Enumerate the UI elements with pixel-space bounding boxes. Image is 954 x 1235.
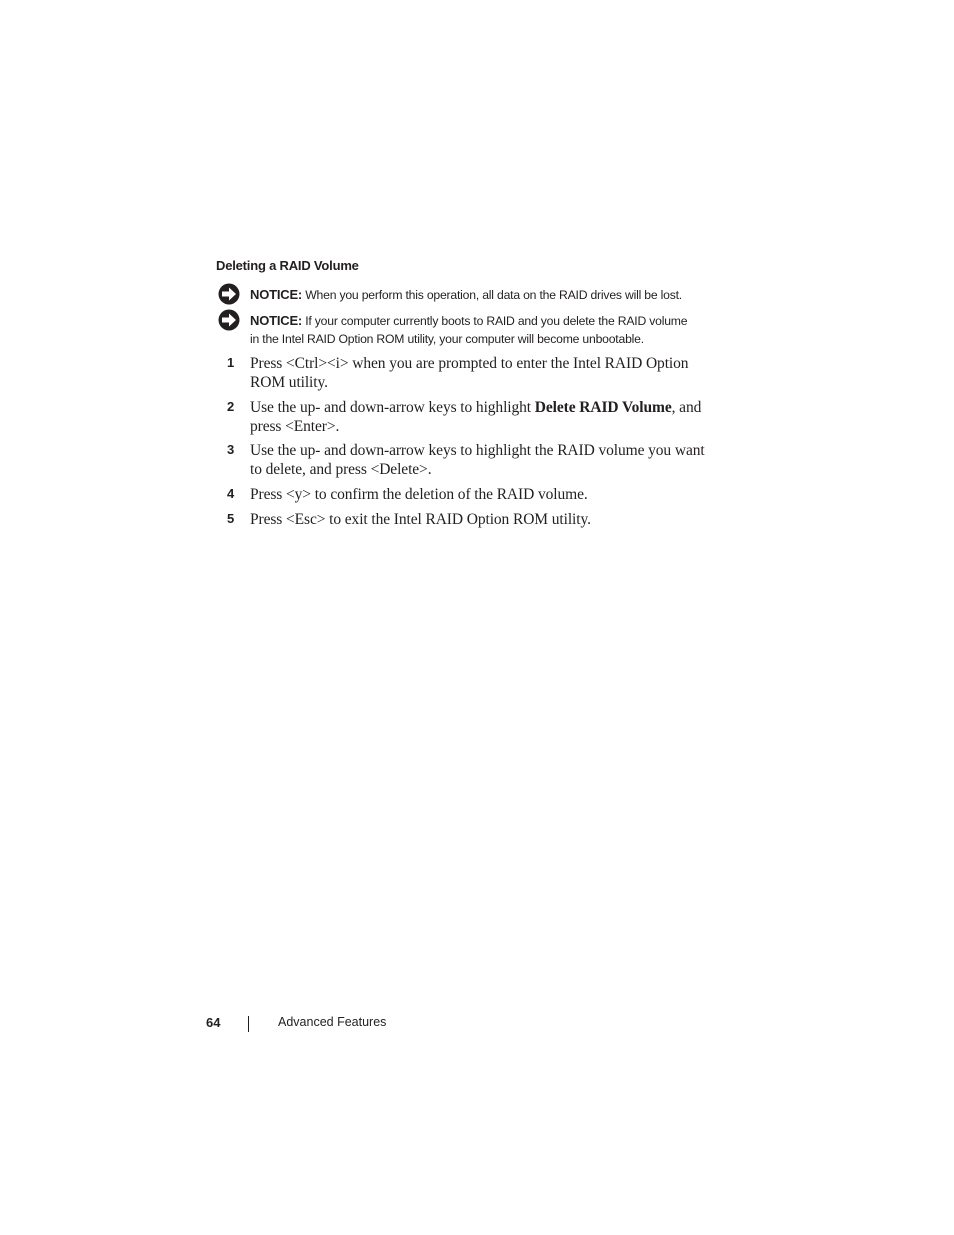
step-4 <box>216 485 716 504</box>
footer-divider <box>248 1016 249 1032</box>
step-text-post: , and <box>671 399 702 416</box>
step-text-line-1: Use the up- and down-arrow keys to highlight the RAID volume you want <box>250 442 705 459</box>
notice-arrow-icon <box>218 283 240 305</box>
step-text-pre: Use the up- and down-arrow keys to highlight <box>250 399 535 416</box>
step-number: 5 <box>227 511 235 526</box>
step-1 <box>216 354 716 392</box>
step-text-line-2: ROM utility. <box>250 374 328 391</box>
notice-1 <box>216 286 716 304</box>
step-text-line-2: to delete, and press <Delete>. <box>250 461 432 478</box>
step-text-line-1: Press <Esc> to exit the Intel RAID Option ROM utility. <box>250 511 591 528</box>
step-number: 4 <box>227 486 235 501</box>
notice-text-line-1: If your computer currently boots to RAID and you delete the RAID volume <box>305 314 688 328</box>
notice-text-line-2: in the Intel RAID Option ROM utility, your computer will become unbootable. <box>250 332 644 346</box>
step-2 <box>216 398 716 436</box>
step-number: 3 <box>227 442 235 457</box>
section-heading: Deleting a RAID Volume <box>216 258 359 273</box>
step-text-bold: Delete RAID Volume <box>534 399 672 416</box>
step-text-line-1: Press <y> to confirm the deletion of the RAID volume. <box>250 486 588 503</box>
step-number: 1 <box>227 355 235 370</box>
notice-label: NOTICE: <box>250 313 303 328</box>
step-5 <box>216 510 716 529</box>
notice-arrow-icon <box>218 309 240 331</box>
notice-2 <box>216 312 716 348</box>
step-text-line-2: press <Enter>. <box>250 418 340 435</box>
step-3 <box>216 441 716 479</box>
page-number: 64 <box>206 1015 221 1030</box>
footer-section-name: Advanced Features <box>278 1015 387 1029</box>
notice-label: NOTICE: <box>250 287 303 302</box>
notice-text: When you perform this operation, all data on the RAID drives will be lost. <box>305 288 682 302</box>
step-number: 2 <box>227 399 235 414</box>
step-text-line-1: Press <Ctrl><i> when you are prompted to enter the Intel RAID Option <box>250 355 689 372</box>
